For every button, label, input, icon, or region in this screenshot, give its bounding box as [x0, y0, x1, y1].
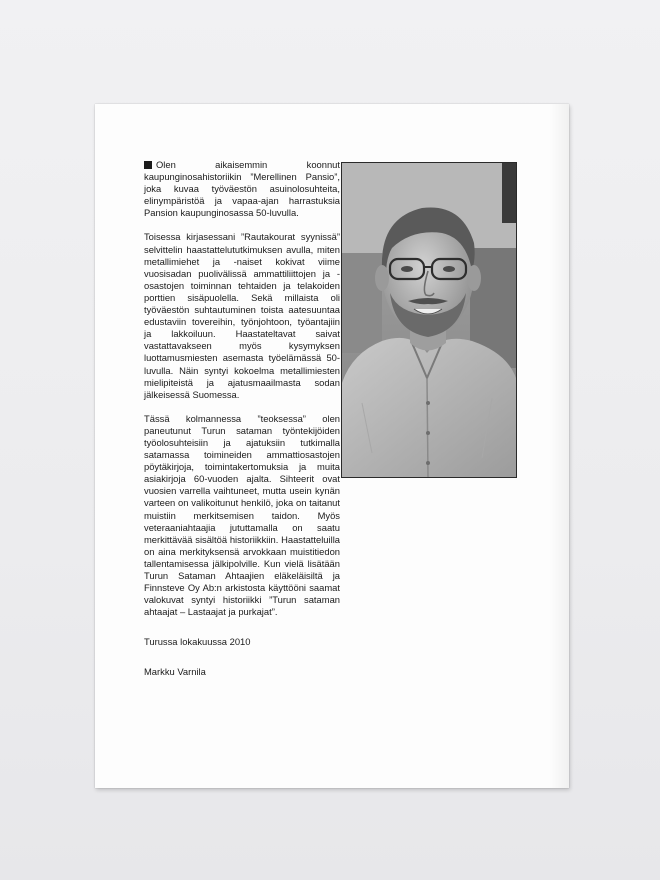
paragraph-intro [144, 159, 340, 219]
paragraph-second-book: Toisessa kirjasessani ”Rautakourat syynissä” selvittelin haastattelututkimuksen avulla, miten metallimiehet ja -naiset kokivat viime vuosisadan puolivälissä ammattiliittojen ja -osastojen toiminnan tehtaiden ja telakoiden porttien sisäpuolella. Sekä millaista oli työväestön suhtautuminen toista aatesuuntaa edustaviin tovereihin, työnjohtoon, työantajiin ja lakkoiluun. Haastateltavat saivat vastattavakseen myös kysymyksen luottamusmiesten asemasta työelämässä 50-luvulla. Näin syntyi kokoelma metallimiesten mielipiteistä ja ajatusmaailmasta sodan jälkeisessä Suomessa. [144, 231, 340, 400]
paragraph-third-book: Tässä kolmannessa ”teoksessa” olen paneutunut Turun sataman työntekijöiden työolosuhteisiin ja ajatuksiin tutkimalla satamassa toimineiden ammattiosastojen pöytäkirjoja, toimintakertomuksia ja muita asiakirjoja 60-vuoden ajalta. Sihteerit ovat vuosien varrella vaihtuneet, mutta usein kynän varteen on valikoitunut henkilö, joka on taitanut muistiin merkitsemisen taidon. Myös veteraaniahtaajia jututtamalla on saatu merkittävää sisältöä historiikkiin. Haastatteluilla on aina merkityksensä arvokkaan muistitiedon tallentamisessa jälkipolville. Kun vielä lisätään Turun Sataman Ahtaajien eläkeläisiltä ja Finnsteve Oy Ab:n arkistosta käyttööni saamat valokuvat syntyi historiikki ”Turun sataman ahtaajat – Lastaajat ja purkajat”. [144, 412, 340, 618]
author-portrait-photo [341, 162, 517, 478]
black-square-bullet-icon [144, 161, 152, 169]
book-back-cover [95, 104, 569, 788]
portrait-illustration [342, 163, 516, 477]
place-and-date: Turussa lokakuussa 2010 [144, 636, 251, 648]
paragraph-intro-text: Olen aikaisemmin koonnut kaupunginosahistoriikin ”Merellinen Pansio”, joka kuvaa työväestön asuinolosuhteita, elinympäristöä ja vapaa-ajan harrastuksia Pansion kaupunginosassa 50-luvulla. [144, 159, 340, 219]
book-page-edge [549, 104, 569, 788]
text-column [144, 159, 340, 679]
author-signature: Markku Varnila [144, 666, 206, 678]
